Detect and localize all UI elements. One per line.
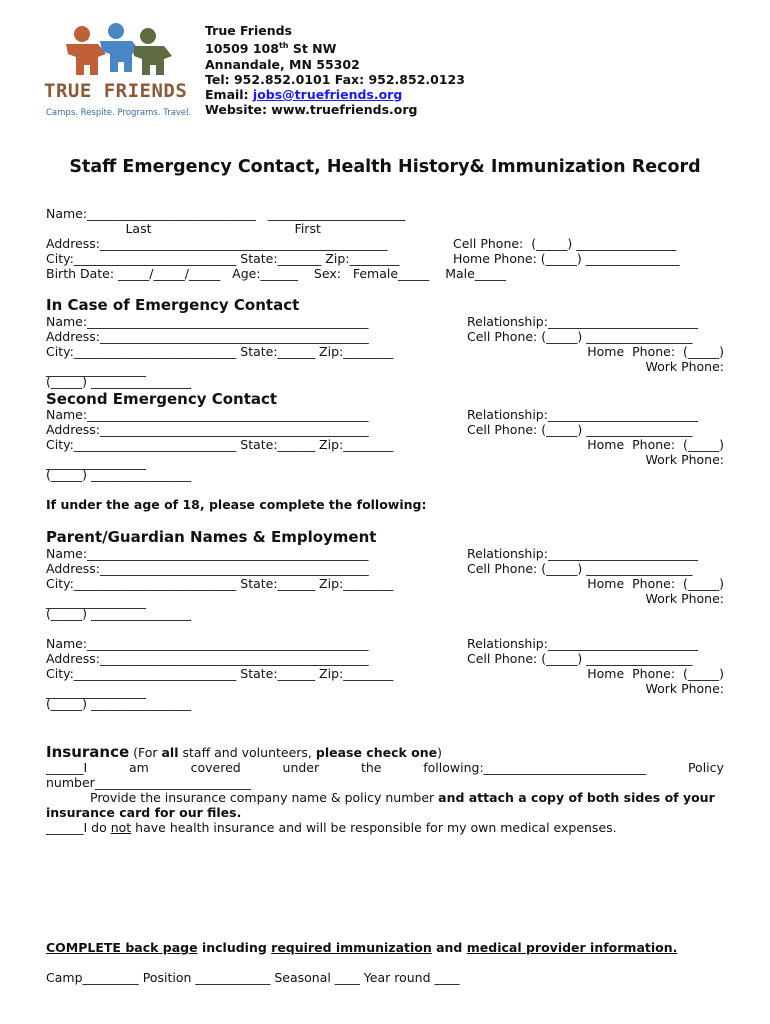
- insurance-note-2: staff and volunteers,: [178, 745, 316, 760]
- name-field[interactable]: Name:___________________________ ______________________: [46, 206, 406, 221]
- insurance-none-option[interactable]: [46, 820, 617, 835]
- p2-address-field[interactable]: Address:___________________________________________: [46, 651, 369, 666]
- ec2-home-phone-field[interactable]: Home Phone: (_____): [587, 437, 724, 452]
- ec1-home-phone-field[interactable]: Home Phone: (_____): [587, 344, 724, 359]
- ec1-cell-field[interactable]: Cell Phone: (_____) _________________: [467, 329, 693, 344]
- org-website: Website: www.truefriends.org: [205, 102, 418, 118]
- covered-word: covered: [190, 760, 241, 775]
- org-info: [205, 23, 465, 117]
- p1-cell-field[interactable]: Cell Phone: (_____) _________________: [467, 561, 693, 576]
- ec1-name-field[interactable]: Name:_____________________________________________: [46, 314, 369, 329]
- p1-city-field[interactable]: City:__________________________ State:______ Zip:________: [46, 576, 394, 591]
- org-name: True Friends: [205, 23, 292, 38]
- ec1-blank-line[interactable]: ________________: [46, 362, 146, 377]
- cell-phone-field[interactable]: Cell Phone: (_____) ________________: [453, 236, 677, 251]
- city-state-zip-field[interactable]: City:__________________________ State:_______ Zip:________: [46, 251, 400, 266]
- ec2-work-phone-label: Work Phone:: [645, 452, 724, 467]
- covered-word: under: [282, 760, 320, 775]
- covered-word: Policy: [687, 760, 724, 775]
- insurance-covered-option[interactable]: [46, 760, 724, 775]
- second-emergency-heading: Second Emergency Contact: [46, 390, 278, 408]
- logo-brand: TRUE FRIENDS: [44, 80, 188, 102]
- including-text: including: [197, 940, 272, 955]
- insurance-note-1: (For: [129, 745, 162, 760]
- people-figures-icon: [44, 22, 190, 122]
- ec2-address-field[interactable]: Address:___________________________________________: [46, 422, 369, 437]
- covered-word: ______I: [46, 760, 88, 775]
- p2-work-phone-field[interactable]: (_____) ________________: [46, 696, 191, 711]
- camp-position-field[interactable]: Camp_________ Position ____________ Seasonal ____ Year round ____: [46, 970, 460, 985]
- logo-tagline: Camps. Respite. Programs. Travel.: [46, 108, 192, 118]
- email-label: Email:: [205, 86, 253, 102]
- ec1-city-field[interactable]: City:__________________________ State:______ Zip:________: [46, 344, 394, 359]
- emergency-contact-heading: In Case of Emergency Contact: [46, 296, 300, 314]
- org-address: [205, 38, 465, 56]
- org-address-street: St NW: [288, 41, 337, 57]
- covered-word: am: [128, 760, 149, 775]
- p2-cell-field[interactable]: Cell Phone: (_____) _________________: [467, 651, 693, 666]
- ec2-name-field[interactable]: Name:_____________________________________________: [46, 407, 369, 422]
- ec2-relationship-field[interactable]: Relationship:________________________: [467, 407, 698, 422]
- no-insurance-text-2: have health insurance and will be responsible for my own medical expenses.: [131, 820, 617, 835]
- p1-blank-line[interactable]: ________________: [46, 594, 146, 609]
- required-immunization: required immunization: [271, 940, 432, 955]
- p2-blank-line[interactable]: ________________: [46, 684, 146, 699]
- org-phones: Tel: 952.852.0101 Fax: 952.852.0123: [205, 71, 465, 87]
- page-title: Staff Emergency Contact, Health History& Immunization Record: [69, 157, 701, 177]
- insurance-card-note: insurance card for our files.: [46, 805, 242, 820]
- ec2-blank-line[interactable]: ________________: [46, 455, 146, 470]
- p2-work-phone-label: Work Phone:: [645, 681, 724, 696]
- p2-name-field[interactable]: Name:_____________________________________________: [46, 636, 369, 651]
- org-city: Annandale, MN 55302: [205, 56, 360, 72]
- home-phone-field[interactable]: Home Phone: (_____) _______________: [453, 251, 680, 266]
- p1-address-field[interactable]: Address:___________________________________________: [46, 561, 369, 576]
- name-sub-labels: Last First: [46, 221, 321, 236]
- birth-age-sex-field[interactable]: Birth Date: _____/_____/_____ Age:______ Sex: Female_____ Male_____: [46, 266, 507, 281]
- p1-relationship-field[interactable]: Relationship:________________________: [467, 546, 698, 561]
- insurance-provide-row: [90, 790, 715, 805]
- ec2-city-field[interactable]: City:__________________________ State:______ Zip:________: [46, 437, 394, 452]
- no-insurance-not: not: [110, 820, 132, 835]
- ec2-cell-field[interactable]: Cell Phone: (_____) _________________: [467, 422, 693, 437]
- insurance-heading: Insurance: [46, 743, 130, 761]
- org-email-row: [205, 87, 465, 102]
- provide-text: Provide the insurance company name & policy number: [90, 790, 439, 805]
- p1-home-phone-field[interactable]: Home Phone: (_____): [587, 576, 724, 591]
- ec1-work-phone-label: Work Phone:: [645, 359, 724, 374]
- policy-number-field[interactable]: number_________________________: [46, 775, 252, 790]
- p1-name-field[interactable]: Name:_____________________________________________: [46, 546, 369, 561]
- org-address-sup: th: [278, 41, 289, 51]
- covered-word: following:__________________________: [423, 760, 647, 775]
- ec1-work-phone-field[interactable]: (_____) ________________: [46, 374, 191, 389]
- p2-relationship-field[interactable]: Relationship:________________________: [467, 636, 698, 651]
- ec1-relationship-field[interactable]: Relationship:________________________: [467, 314, 698, 329]
- p2-home-phone-field[interactable]: Home Phone: (_____): [587, 666, 724, 681]
- org-address-number: 10509 108: [205, 41, 279, 57]
- address-field[interactable]: Address:______________________________________________: [46, 236, 388, 251]
- p1-work-phone-label: Work Phone:: [645, 591, 724, 606]
- parent-guardian-heading: Parent/Guardian Names & Employment: [46, 528, 377, 546]
- no-insurance-text-1: ______I do: [46, 820, 111, 835]
- p1-work-phone-field[interactable]: (_____) ________________: [46, 606, 191, 621]
- insurance-note-3: ): [437, 745, 443, 760]
- under-18-note: If under the age of 18, please complete the following:: [46, 497, 427, 512]
- true-friends-logo: [44, 22, 190, 122]
- email-link[interactable]: jobs@truefriends.org: [252, 86, 403, 102]
- p2-city-field[interactable]: City:__________________________ State:______ Zip:________: [46, 666, 394, 681]
- complete-back-page-note: [46, 940, 677, 955]
- and-text: and: [431, 940, 467, 955]
- insurance-note-all: all: [161, 745, 179, 760]
- provide-bold-text: and attach a copy of both sides of your: [438, 790, 715, 805]
- insurance-note-check: please check one: [315, 745, 438, 760]
- medical-provider-info: medical provider information.: [466, 940, 678, 955]
- covered-word: the: [360, 760, 382, 775]
- complete-back-page: COMPLETE back page: [46, 940, 198, 955]
- ec2-work-phone-field[interactable]: (_____) ________________: [46, 467, 191, 482]
- ec1-address-field[interactable]: Address:___________________________________________: [46, 329, 369, 344]
